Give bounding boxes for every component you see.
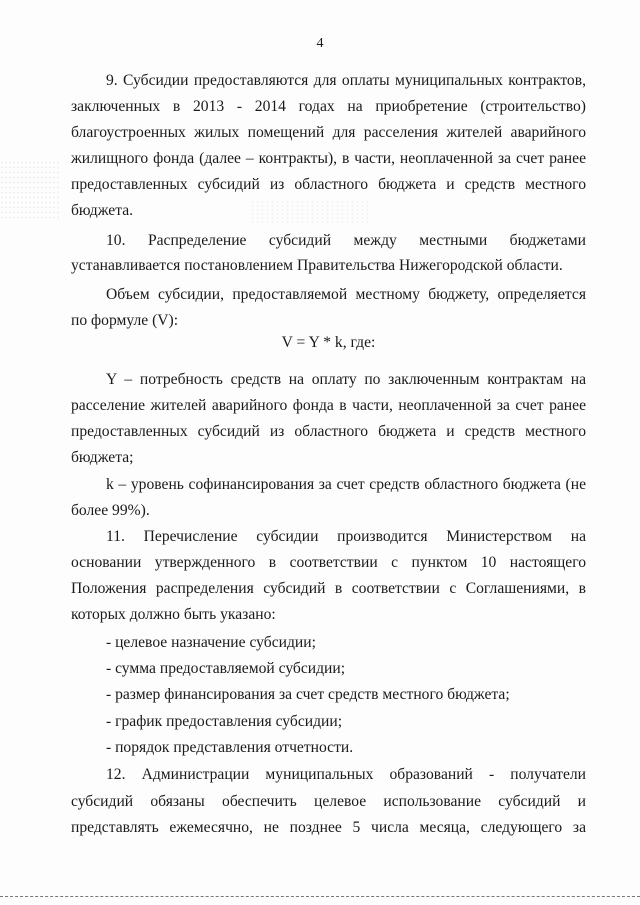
page-bottom-edge [0, 896, 640, 897]
text-line: 9. Субсидии предоставляются для оплаты муниципальных контрактов, [106, 72, 586, 89]
text-line: - график предоставления субсидии; [106, 713, 343, 730]
text-line: жилищного фонда (далее – контракты), в части, неоплаченной за счет ранее [71, 150, 586, 167]
text-line: благоустроенных жилых помещений для расселения жителей аварийного [71, 124, 586, 141]
text-line: 10. Распределение субсидий между местными бюджетами [106, 232, 586, 249]
text-line: - порядок представления отчетности. [106, 739, 354, 756]
text-line: Y – потребность средств на оплату по заключенным контрактам на [106, 371, 586, 388]
text-line: 12. Администрации муниципальных образований - получатели [106, 766, 586, 783]
text-line: расселение жителей аварийного фонда в части, неоплаченной за счет ранее [71, 397, 586, 414]
text-line: основании утвержденного в соответствии с пунктом 10 настоящего [71, 554, 586, 571]
text-line: предоставленных субсидий из областного бюджета и средств местного [71, 423, 586, 440]
text-line: - размер финансирования за счет средств местного бюджета; [106, 686, 510, 703]
text-line: - целевое назначение субсидии; [106, 634, 316, 651]
text-line: заключенных в 2013 - 2014 годах на приобретение (строительство) [71, 98, 586, 115]
text-line: бюджета. [71, 202, 134, 219]
page-number: 4 [316, 36, 324, 51]
text-line: субсидий обязаны обеспечить целевое использование субсидий и [71, 793, 586, 810]
text-line: 11. Перечисление субсидии производится Министерством на [106, 528, 586, 545]
text-line: представлять ежемесячно, не позднее 5 числа месяца, следующего за [71, 819, 586, 836]
text-line: более 99%). [71, 502, 150, 519]
text-line: предоставленных субсидий из областного бюджета и средств местного [71, 176, 586, 193]
scan-artifact [0, 160, 60, 220]
text-line: k – уровень софинансирования за счет средств областного бюджета (не [106, 476, 586, 493]
text-line: Объем субсидии, предоставляемой местному бюджету, определяется [106, 286, 586, 303]
text-line: Положения распределения субсидий в соответствии с Соглашениями, в [71, 580, 586, 597]
text-line: - сумма предоставляемой субсидии; [106, 660, 346, 677]
text-line: по формуле (V): [71, 312, 179, 329]
text-line: устанавливается постановлением Правительства Нижегородской области. [71, 257, 563, 274]
text-line: которых должно быть указано: [71, 606, 276, 623]
text-line: V = Y * k, где: [281, 334, 376, 351]
text-line: бюджета; [71, 449, 134, 466]
